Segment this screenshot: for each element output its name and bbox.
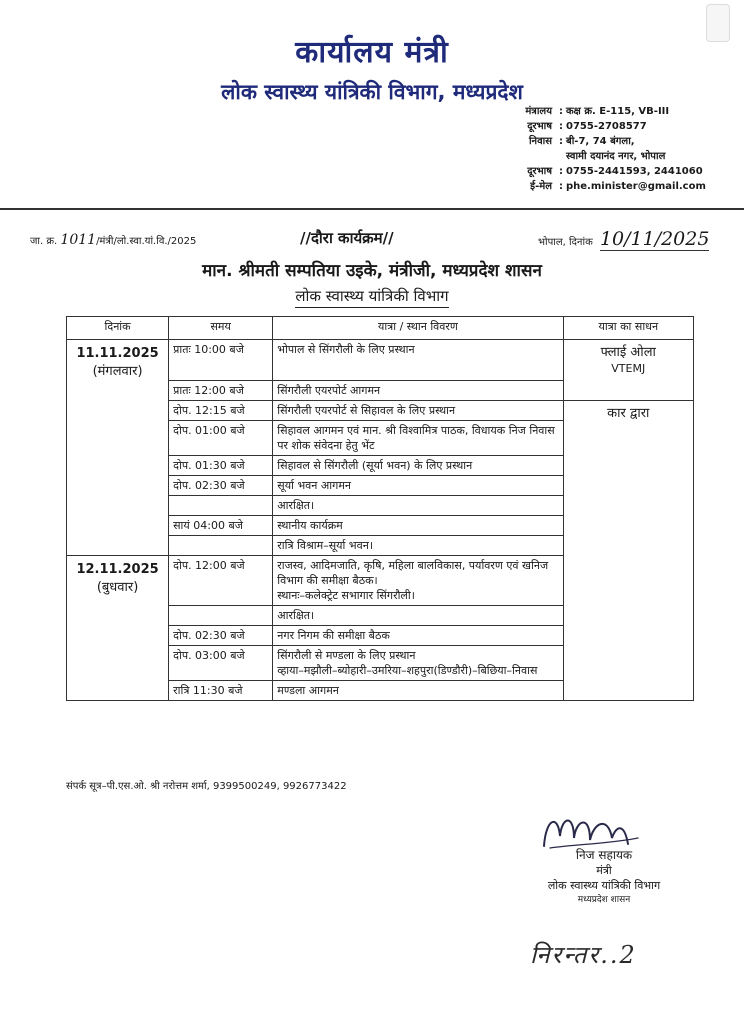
signature-department: लोक स्वास्थ्य यांत्रिकी विभाग	[547, 879, 661, 892]
ref-suffix: /मंत्री/लो.स्वा.यां.वि./2025	[96, 236, 197, 247]
contact-row	[492, 134, 732, 149]
header-divider	[0, 208, 744, 210]
contact-key: दूरभाष	[527, 166, 552, 177]
issue-date	[538, 228, 709, 250]
department-subtitle: लोक स्वास्थ्य यांत्रिकी विभाग, मध्यप्रदेश	[221, 80, 523, 104]
time-cell	[169, 536, 273, 556]
time-cell: दोप. 01:00 बजे	[169, 421, 273, 456]
contact-row	[492, 164, 732, 179]
contact-row	[492, 149, 732, 164]
place-cell: सूर्या भवन आगमन	[273, 476, 563, 496]
contact-key: मंत्रालय	[525, 106, 552, 117]
signature-designation: निज सहायक	[575, 848, 633, 862]
place-cell: आरक्षित।	[273, 496, 563, 516]
contact-value: बी-7, 74 बंगला,	[566, 136, 635, 147]
contact-footer: संपर्क सूत्र–पी.एस.ओ. श्री नरोत्तम शर्मा, 9399500249, 9926773422	[66, 781, 347, 792]
date-label: भोपाल, दिनांक	[538, 237, 593, 248]
place-cell: नगर निगम की समीक्षा बैठक	[273, 626, 563, 646]
department-label: लोक स्वास्थ्य यांत्रिकी विभाग	[295, 287, 448, 308]
day2-date-cell	[67, 556, 169, 701]
place-text: सिंगरौली से मण्डला के लिए प्रस्थान	[277, 649, 416, 662]
place-cell: रात्रि विश्राम–सूर्या भवन।	[273, 536, 563, 556]
header-date: दिनांक	[67, 317, 169, 340]
place-route: व्हाया–मझौली–ब्योहारी–उमरिया–शहपुरा(डिण्डौरी)–बिछिया–निवास	[277, 664, 538, 677]
place-cell: मण्डला आगमन	[273, 681, 563, 701]
ref-number-handwritten: 1011	[60, 232, 97, 248]
time-cell: दोप. 03:00 बजे	[169, 646, 273, 681]
header-time: समय	[169, 317, 273, 340]
time-cell: दोप. 02:30 बजे	[169, 626, 273, 646]
office-title: कार्यालय मंत्री	[295, 35, 449, 70]
schedule-table	[66, 316, 694, 701]
contact-key	[492, 149, 556, 164]
contact-value: 0755-2708577	[566, 121, 647, 132]
time-cell: प्रातः 10:00 बजे	[169, 340, 273, 381]
contact-sep: :	[559, 106, 563, 117]
contact-sep: :	[559, 181, 563, 192]
place-cell: भोपाल से सिंगरौली के लिए प्रस्थान	[273, 340, 563, 381]
time-cell: दोप. 12:15 बजे	[169, 401, 273, 421]
program-title: //दौरा कार्यक्रम//	[300, 229, 394, 247]
mode-car: कार द्वारा	[607, 406, 650, 421]
continued-note-handwritten: निरन्तर..2	[530, 941, 637, 969]
contact-value: स्वामी दयानंद नगर, भोपाल	[566, 151, 666, 162]
mode-cell-car	[563, 401, 693, 701]
day1-date: 11.11.2025	[76, 346, 159, 361]
contact-sep: :	[559, 136, 563, 147]
place-cell: सिंगरौली एयरपोर्ट से सिहावल के लिए प्रस्थान	[273, 401, 563, 421]
day2-weekday: (बुधवार)	[96, 580, 139, 595]
contact-sep: :	[559, 121, 563, 132]
header-mode: यात्रा का साधन	[563, 317, 693, 340]
date-handwritten: 10/11/2025	[599, 228, 710, 250]
contact-row	[492, 119, 732, 134]
place-cell	[273, 556, 563, 606]
minister-name: मान. श्रीमती सम्पतिया उइके, मंत्रीजी, मध्यप्रदेश शासन	[202, 261, 542, 281]
table-row	[67, 340, 694, 381]
time-cell: सायं 04:00 बजे	[169, 516, 273, 536]
mode-cell-flight	[563, 340, 693, 401]
day1-weekday: (मंगलवार)	[92, 364, 143, 379]
contact-block	[492, 104, 732, 194]
place-cell: सिंगरौली एयरपोर्ट आगमन	[273, 381, 563, 401]
contact-row	[492, 179, 732, 194]
time-cell	[169, 606, 273, 626]
contact-value: 0755-2441593, 2441060	[566, 166, 703, 177]
place-cell: स्थानीय कार्यक्रम	[273, 516, 563, 536]
contact-sep: :	[559, 166, 563, 177]
time-cell: प्रातः 12:00 बजे	[169, 381, 273, 401]
place-text: राजस्व, आदिमजाति, कृषि, महिला बालविकास, पर्यावरण एवं खनिज विभाग की समीक्षा बैठक।	[277, 559, 549, 587]
signature-block	[504, 848, 704, 908]
day2-date: 12.11.2025	[76, 562, 159, 577]
contact-sep	[556, 149, 566, 164]
department-line	[0, 286, 744, 306]
contact-row	[492, 104, 732, 119]
mode-flight-code: VTEMJ	[611, 362, 646, 375]
reference-number	[30, 232, 196, 248]
ref-prefix: जा. क्र.	[30, 236, 58, 247]
place-cell: सिहावल आगमन एवं मान. श्री विश्वामित्र पाठक, विधायक निज निवास पर शोक संवेदना हेतु भेंट	[273, 421, 563, 456]
day1-date-cell	[67, 340, 169, 556]
contact-value: कक्ष क्र. E-115, VB-III	[566, 106, 670, 117]
contact-key: दूरभाष	[527, 121, 552, 132]
place-cell: आरक्षित।	[273, 606, 563, 626]
time-cell: दोप. 12:00 बजे	[169, 556, 273, 606]
place-cell	[273, 646, 563, 681]
place-location: स्थानः–कलेक्ट्रेट सभागार सिंगरौली।	[277, 589, 415, 602]
place-cell: सिहावल से सिंगरौली (सूर्या भवन) के लिए प्रस्थान	[273, 456, 563, 476]
time-cell: दोप. 02:30 बजे	[169, 476, 273, 496]
header-place: यात्रा / स्थान विवरण	[273, 317, 563, 340]
signature-minister: मंत्री	[596, 864, 612, 877]
email-value: phe.minister@gmail.com	[566, 181, 706, 192]
time-cell: दोप. 01:30 बजे	[169, 456, 273, 476]
time-cell	[169, 496, 273, 516]
time-cell: रात्रि 11:30 बजे	[169, 681, 273, 701]
contact-key: निवास	[528, 136, 552, 147]
signature-government: मध्यप्रदेश शासन	[577, 895, 631, 905]
table-header-row	[67, 317, 694, 340]
mode-flight: फ्लाई ओला	[600, 345, 656, 360]
contact-key: ई-मेल	[530, 181, 552, 192]
